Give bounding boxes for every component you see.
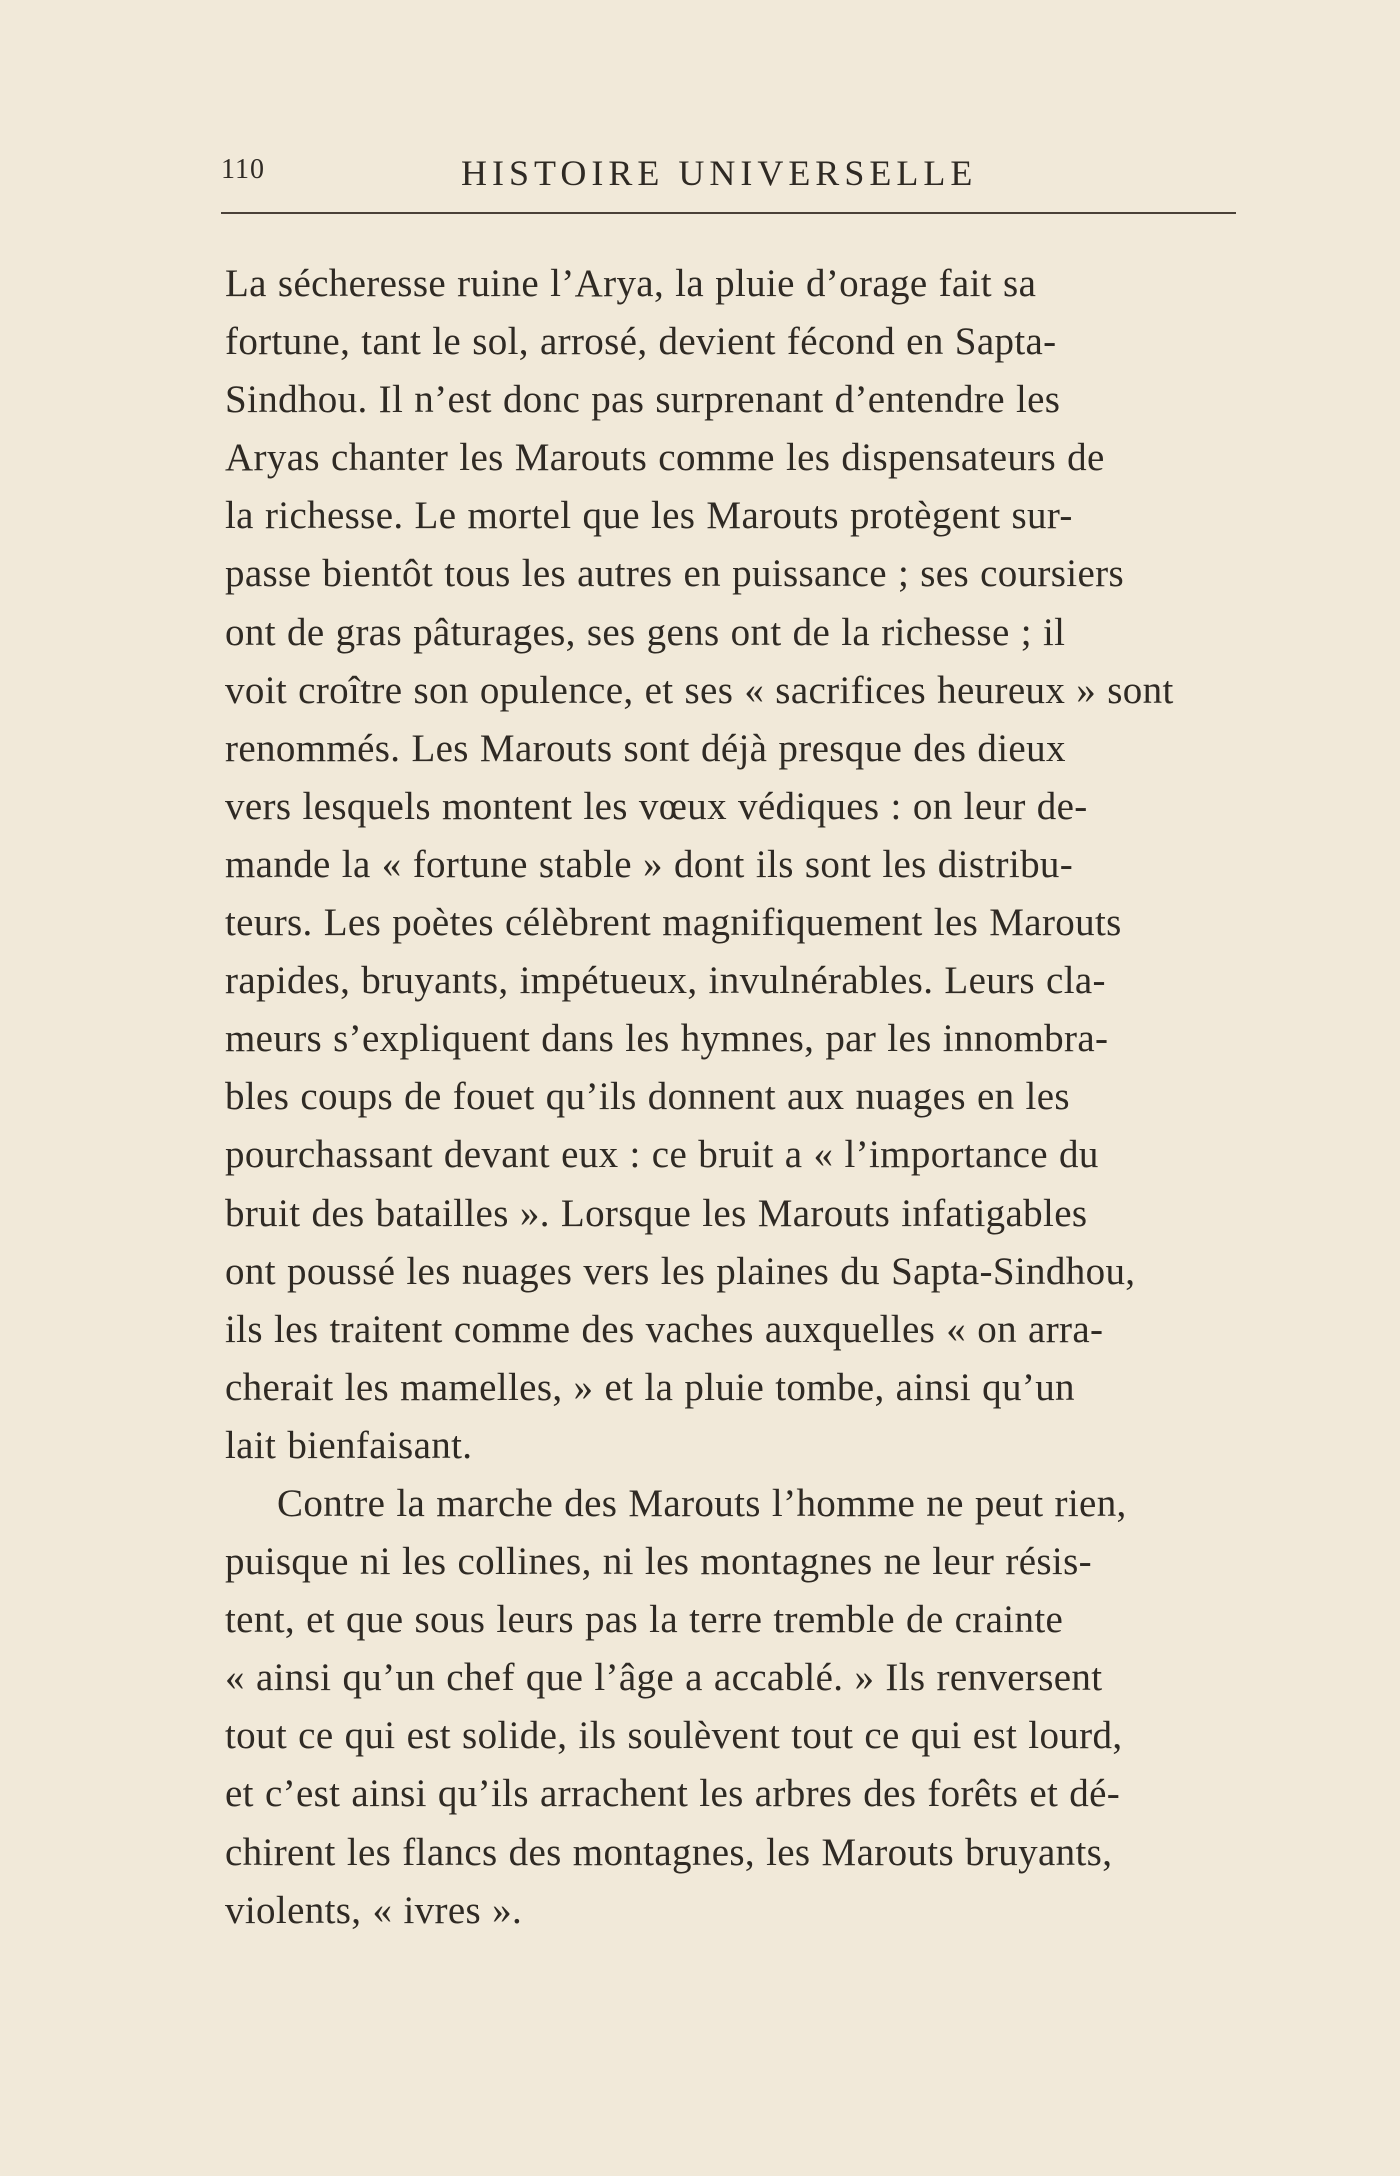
text-line: La sécheresse ruine l’Arya, la pluie d’orage fait sa [225,262,1037,305]
paragraph [225,255,1250,1475]
text-line: tent, et que sous leurs pas la terre tremble de crainte [225,1598,1064,1642]
text-line: fortune, tant le sol, arrosé, devient fécond en Sapta- [225,320,1057,364]
text-line: ils les traitent comme des vaches auxquelles « on arra- [225,1307,1104,1351]
text-line: voit croître son opulence, et ses « sacrifices heureux » sont [225,668,1174,712]
running-title: HISTOIRE UNIVERSELLE [461,153,978,193]
text-line: violents, « ivres ». [225,1888,523,1932]
page-number: 110 [221,154,265,185]
text-line: et c’est ainsi qu’ils arrachent les arbres des forêts et dé- [225,1772,1121,1816]
text-line: la richesse. Le mortel que les Marouts protègent sur- [225,494,1073,538]
text-line: ont de gras pâturages, ses gens ont de la richesse ; il [225,610,1066,654]
text-line: pourchassant devant eux : ce bruit a « l’importance du [225,1133,1099,1177]
text-line: passe bientôt tous les autres en puissance ; ses coursiers [225,552,1125,596]
text-line: cherait les mamelles, » et la pluie tombe, ainsi qu’un [225,1365,1075,1409]
text-line: Aryas chanter les Marouts comme les dispensateurs de [225,436,1105,480]
text-line: lait bienfaisant. [225,1423,473,1467]
text-line: bles coups de fouet qu’ils donnent aux nuages en les [225,1075,1070,1119]
running-head [221,152,1236,198]
text-line: ont poussé les nuages vers les plaines du Sapta-Sindhou, [225,1249,1136,1293]
text-line: tout ce qui est solide, ils soulèvent tout ce qui est lourd, [225,1714,1123,1758]
text-line: chirent les flancs des montagnes, les Marouts bruyants, [225,1830,1113,1874]
text-line: « ainsi qu’un chef que l’âge a accablé. » Ils renversent [225,1656,1103,1700]
text-line: mande la « fortune stable » dont ils sont les distribu- [225,842,1074,886]
text-line: bruit des batailles ». Lorsque les Marouts infatigables [225,1191,1088,1235]
text-line: rapides, bruyants, impétueux, invulnérables. Leurs cla- [225,959,1106,1003]
text-line: Contre la marche des Marouts l’homme ne peut rien, [277,1481,1127,1525]
paragraph [225,1475,1250,1940]
text-line: vers lesquels montent les vœux védiques : on leur de- [225,784,1088,828]
text-line: meurs s’expliquent dans les hymnes, par les innombra- [225,1017,1109,1061]
header-rule [221,212,1236,214]
text-line: renommés. Les Marouts sont déjà presque des dieux [225,726,1066,770]
text-line: teurs. Les poètes célèbrent magnifiquement les Marouts [225,901,1122,945]
body-text [225,255,1250,1940]
text-line: Sindhou. Il n’est donc pas surprenant d’entendre les [225,378,1061,422]
text-line: puisque ni les collines, ni les montagnes ne leur résis- [225,1540,1092,1584]
